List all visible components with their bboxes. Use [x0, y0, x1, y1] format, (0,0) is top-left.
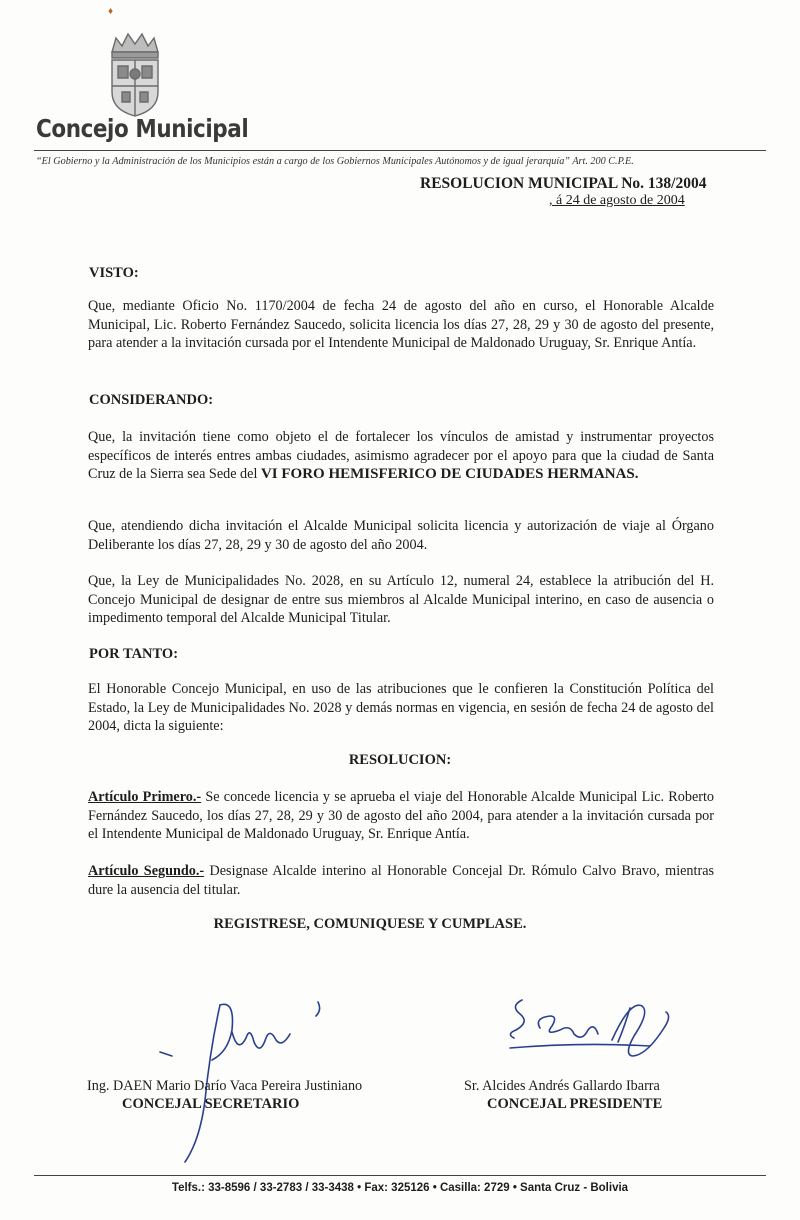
article-1-text: Se concede licencia y se aprueba el viaje del Honorable Alcalde Municipal Lic. Roberto Fernández Saucedo, los días 27, 28, 29 y 30 de agosto del año 2004, para atender a la invitación cursada por el Intendente Municipal de Maldonado Uruguay, Sr. Enrique Antía.: [88, 789, 714, 843]
municipal-crest-logo: [104, 6, 166, 118]
article-2: [88, 862, 714, 899]
considerando-paragraph-2: Que, atendiendo dicha invitación el Alcalde Municipal solicita licencia y autorización de viaje al Órgano Deliberante los días 27, 28, 29 y 30 de agosto del año 2004.: [88, 518, 714, 553]
por-tanto-paragraph: El Honorable Concejo Municipal, en uso de las atribuciones que le confieren la Constitución Política del Estado, la Ley de Municipalidades No. 2028 y demás normas en vigencia, en sesión de fecha 24 de agosto del 2004, dicta la siguiente:: [88, 681, 714, 735]
closing-formula: REGISTRESE, COMUNIQUESE Y CUMPLASE.: [213, 916, 527, 932]
article-1: [88, 788, 714, 844]
considerando-heading: CONSIDERANDO:: [89, 392, 214, 408]
right-signer-name: Sr. Alcides Andrés Gallardo Ibarra: [464, 1078, 660, 1094]
visto-paragraph: Que, mediante Oficio No. 1170/2004 de fecha 24 de agosto del año en curso, el Honorable Alcalde Municipal, Lic. Roberto Fernández Saucedo, solicita licencia los días 27, 28, 29 y 30 de agosto del presente, para atender a la invitación cursada por el Intendente Municipal de Maldonado Uruguay, Sr. Enrique Antía.: [88, 298, 714, 352]
right-signer-role: CONCEJAL PRESIDENTE: [487, 1096, 663, 1112]
article-2-label: Artículo Segundo.-: [88, 863, 205, 879]
resolucion-heading: RESOLUCION:: [348, 752, 452, 768]
header-motto: “El Gobierno y la Administración de los Municipios están a cargo de los Gobiernos Municipales Autónomos y de igual jerarquía” Art. 200 C.P.E.: [36, 156, 634, 167]
considerando-paragraph-3: Que, la Ley de Municipalidades No. 2028, en su Artículo 12, numeral 24, establece la atribución del H. Concejo Municipal de designar de entre sus miembros al Alcalde Municipal interino, en caso de ausencia o impedimento temporal del Alcalde Municipal Titular.: [88, 573, 714, 627]
article-2-text: Designase Alcalde interino al Honorable Concejal Dr. Rómulo Calvo Bravo, mientras dure la ausencia del titular.: [88, 863, 715, 898]
footer-contact: Telfs.: 33-8596 / 33-2783 / 33-3438 • Fax: 325126 • Casilla: 2729 • Santa Cruz - Bolivia: [171, 1182, 629, 1194]
left-signer-name: Ing. DAEN Mario Darío Vaca Pereira Justiniano: [87, 1078, 363, 1094]
considerando-paragraph-1-text: Que, la invitación tiene como objeto el de fortalecer los vínculos de amistad y instrumentar proyectos específicos de interés entres ambas ciudades, asimismo agradecer por el apoyo para que la ciudad de Santa Cruz de la Sierra sea Sede del: [88, 429, 714, 483]
visto-heading: VISTO:: [89, 265, 139, 281]
organization-name: Concejo Municipal: [36, 114, 249, 143]
svg-text:♦: ♦: [108, 6, 114, 17]
considerando-paragraph-1: [88, 428, 714, 484]
por-tanto-heading: POR TANTO:: [89, 646, 179, 662]
right-handwritten-signature: [500, 990, 690, 1080]
forum-name: VI FORO HEMISFERICO DE CIUDADES HERMANAS.: [260, 466, 639, 483]
left-signer-role: CONCEJAL SECRETARIO: [122, 1096, 300, 1112]
resolution-title: RESOLUCION MUNICIPAL No. 138/2004: [420, 175, 707, 192]
footer-divider: [34, 1175, 766, 1176]
header-divider: [34, 150, 766, 151]
resolution-date: , á 24 de agosto de 2004: [549, 193, 685, 208]
article-1-label: Artículo Primero.-: [88, 789, 202, 805]
